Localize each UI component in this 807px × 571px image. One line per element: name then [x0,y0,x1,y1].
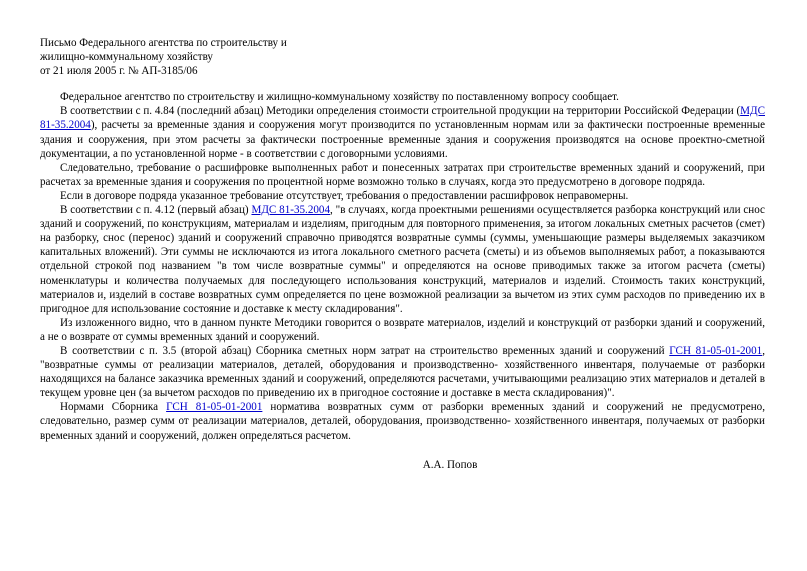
link-gsn-81-05-01-2001-second[interactable]: ГСН 81-05-01-2001 [166,401,263,414]
paragraph-5-text-a: В соответствии с п. 4.12 (первый абзац) [60,204,252,217]
paragraph-2-text-b: ), расчеты за временные здания и сооружения могут производится по установленным нормам или за фактически построенные временные здания и сооружения, при этом расчеты за фактически построенные временные здания и сооружения производятся на основе проектно-сметной документации, а по установленной норме - в соответствии с договорными условиями. [40,119,765,160]
header-line-1: Письмо Федерального агентства по строительству и [40,37,287,49]
paragraph-7 [40,344,765,400]
paragraph-1: Федеральное агентство по строительству и жилищно-коммунальному хозяйству по поставленному вопросу сообщает. [60,91,619,104]
link-gsn-81-05-01-2001[interactable]: ГСН 81-05-01-2001 [669,344,763,357]
header-line-3: от 21 июля 2005 г. № АП-3185/06 [40,65,198,78]
paragraph-8-text-b: норматива возвратных сумм от разборки временных зданий и сооружений не предусмотрено, следовательно, размер сумм от реализации материалов, деталей, оборудования, производственно- хозяйственного инвентаря, получаемых от разборки временных зданий и сооружений, должен определяться расчетом. [40,401,766,442]
document [40,36,765,472]
paragraph-4: Если в договоре подряда указанное требование отсутствует, требования о предоставлении расшифровок неправомерны. [60,189,629,202]
paragraph-5-text-b: , "в случаях, когда проектными решениями осуществляется разборка конструкций или снос зданий и сооружений, по конструкциям, материалам и изделиям, пригодным для повторного применения, за итогом локальных сметных расчетов (смет) на разборку, снос (перенос) зданий и сооружений справочно приводятся возвратные суммы (суммы, уменьшающие размеры выделяемых заказчиком капитальных вложений). Эти суммы не исключаются из итога локального сметного расчета (сметы) и из объемов выполняемых работ, а показываются отдельной строкой под названием "в том числе возвратные суммы" и определяются на основе приводимых также за итогом расчета (сметы) номенклатуры и количества получаемых для последующего использования конструкций, материалов и изделий. Стоимость таких конструкций, материалов и, изделий в составе возвратных сумм определяется по цене возможной реализации за вычетом из этих сумм расходов по приведению их в пригодное для использование состояние и доставке к месту складирования". [40,204,765,315]
paragraph-5 [40,203,765,316]
paragraph-6: Из изложенного видно, что в данном пункте Методики говорится о возврате материалов, изделий и конструкций от разборки зданий и сооружений, а не о возврате от суммы временных зданий и сооружений. [40,316,765,343]
paragraph-8 [40,400,765,442]
header-line-2: жилищно-коммунальному хозяйству [40,51,213,64]
letter-header [40,36,765,78]
paragraph-2-text-a: В соответствии с п. 4.84 (последний абзац) Методики определения стоимости строительной продукции на территории Российской Федерации ( [60,105,741,118]
signature: А.А. Попов [422,458,478,471]
paragraph-3: Следовательно, требование о расшифровке выполненных работ и понесенных затратах при строительстве временных зданий и сооружений, при расчетах за временные здания и сооружения по процентной норме возможно только в случаях, когда это предусмотрено в договоре подряда. [40,161,765,188]
link-mds-81-35-2004-second[interactable]: МДС 81-35.2004 [251,204,331,217]
link-mds-81-35-2004[interactable]: МДС 81-35.2004 [40,105,765,132]
paragraph-2 [40,104,765,160]
paragraph-7-text-a: В соответствии с п. 3.5 (второй абзац) Сборника сметных норм затрат на строительство временных зданий и сооружений [60,344,670,357]
paragraph-7-text-b: , "возвратные суммы от реализации материалов, деталей, оборудования и производственно- хозяйственного инвентаря, получаемые от разборки находящихся на балансе заказчика временных зданий и сооружений, определяются расчетами, учитывающими реализацию этих материалов и деталей в текущем уровне цен (за вычетом расходов по приведению их в пригодное состояние и доставке в места складирования)". [40,344,765,400]
paragraph-8-text-a: Нормами Сборника [60,401,167,414]
